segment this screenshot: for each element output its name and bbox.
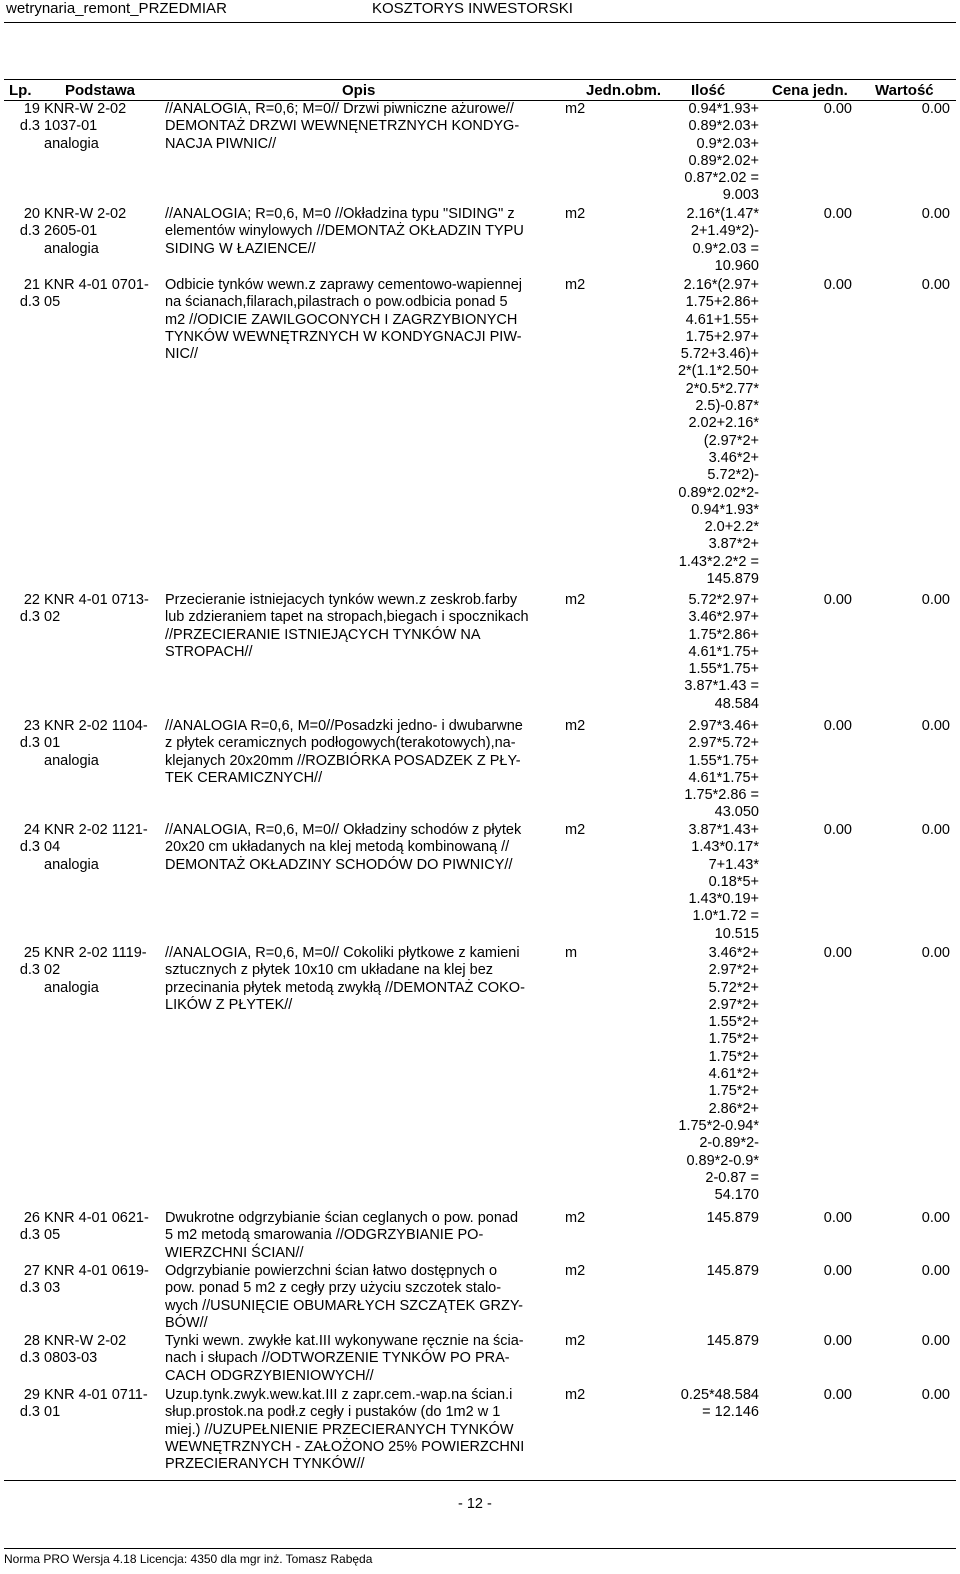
row-lp — [6, 1210, 40, 1245]
row-ilosc-line: 1.75*2+ — [708, 1031, 759, 1048]
row-ilosc-line: 9.003 — [722, 187, 759, 204]
row-opis — [165, 1210, 565, 1262]
row-cena: 0.00 — [823, 1263, 852, 1279]
footer-license: Norma PRO Wersja 4.18 Licencja: 4350 dla mgr inż. Tomasz Rabęda — [4, 1552, 373, 1566]
row-lp-line: 24 — [23, 822, 40, 838]
row-podstawa-line: analogia — [44, 979, 99, 996]
row-ilosc-line: 145.879 — [706, 1333, 759, 1349]
row-opis-line: m2 //ODICIE ZAWILGOCONYCH I ZAGRZYBIONYCH — [165, 311, 518, 328]
col-header-ilosc: Ilość — [691, 82, 726, 99]
row-opis-line: Uzup.tynk.zwyk.wew.kat.III z zapr.cem.-wap.na ścian.i — [165, 1387, 513, 1403]
row-opis — [165, 1333, 565, 1385]
row-ilosc-line: 145.879 — [706, 1210, 759, 1226]
row-ilosc-line: 10.960 — [714, 257, 759, 274]
row-podstawa-line: 0803-03 — [44, 1350, 98, 1367]
row-podstawa-line: analogia — [44, 135, 99, 152]
row-opis-line: //ANALOGIA, R=0,6; M=0// Drzwi piwniczne ażurowe// — [165, 101, 514, 117]
row-ilosc-line: 4.61*2+ — [708, 1066, 759, 1083]
row-opis — [165, 822, 565, 874]
row-jedn: m2 — [565, 206, 586, 222]
row-wartosc: 0.00 — [921, 1387, 950, 1403]
row-ilosc-line: 2.16*(2.97+ — [683, 277, 759, 293]
row-lp — [6, 206, 40, 241]
row-ilosc-line: 48.584 — [714, 695, 759, 712]
row-podstawa-line: KNR-W 2-02 — [44, 101, 127, 117]
row-ilosc-line: 3.46*2+ — [708, 945, 759, 961]
row-wartosc: 0.00 — [921, 277, 950, 293]
row-podstawa-line: 01 — [44, 1404, 61, 1421]
row-opis-line: sztucznych z płytek 10x10 cm układane na klej bez — [165, 962, 494, 979]
row-cena: 0.00 — [823, 101, 852, 117]
row-podstawa-line: 03 — [44, 1280, 61, 1297]
row-lp — [6, 1263, 40, 1298]
row-podstawa-line: KNR 2-02 1104- — [44, 718, 148, 734]
row-ilosc-line: 0.89*2.03+ — [688, 118, 759, 135]
row-lp — [6, 592, 40, 627]
row-ilosc-line: 1.55*1.75+ — [688, 661, 759, 678]
row-cena: 0.00 — [823, 822, 852, 838]
col-header-jedn: Jedn.obm. — [586, 82, 662, 99]
row-jedn: m — [565, 945, 578, 961]
row-ilosc-line: 54.170 — [714, 1187, 759, 1204]
row-opis-line: lub zdzieraniem tapet na stropach,biegach i spocznikach — [165, 609, 529, 626]
row-lp — [6, 1333, 40, 1368]
row-podstawa-line: KNR 4-01 0621- — [44, 1210, 149, 1226]
row-jedn: m2 — [565, 1333, 586, 1349]
row-ilosc-line: 7+1.43* — [708, 856, 759, 873]
row-ilosc-line: 2.5)-0.87* — [695, 398, 759, 415]
row-lp-line: 21 — [23, 277, 40, 293]
row-ilosc-line: 2-0.89*2- — [699, 1135, 759, 1152]
row-opis — [165, 277, 565, 363]
row-opis-line: TEK CERAMICZNYCH// — [165, 769, 323, 786]
row-lp-line: d.3 — [19, 735, 40, 752]
row-ilosc-line: 3.87*1.43 = — [684, 678, 759, 695]
row-ilosc-line: 1.75*2-0.94* — [678, 1117, 759, 1134]
row-podstawa — [44, 718, 162, 770]
row-ilosc-line: 2.97*2+ — [708, 962, 759, 979]
row-ilosc-line: 1.75*2.86+ — [688, 626, 759, 643]
header-document-type: KOSZTORYS INWESTORSKI — [372, 0, 573, 17]
row-opis-line: WEWNĘTRZNYCH - ZAŁOŻONO 25% POWIERZCHNI — [165, 1438, 525, 1455]
row-ilosc-line: = 12.146 — [702, 1404, 759, 1421]
row-ilosc-line: 1.43*0.17* — [691, 839, 759, 856]
row-podstawa-line: 02 — [44, 609, 61, 626]
row-ilosc-line: 5.72+3.46)+ — [680, 346, 759, 363]
row-lp-line: 29 — [23, 1387, 40, 1403]
row-ilosc-line: 3.46*2+ — [708, 449, 759, 466]
table-top-rule — [4, 79, 956, 80]
row-podstawa — [44, 1333, 162, 1368]
row-ilosc-line: 1.0*1.72 = — [692, 908, 759, 925]
row-lp-line: d.3 — [19, 1280, 40, 1297]
row-podstawa-line: analogia — [44, 856, 99, 873]
row-lp-line: d.3 — [19, 1227, 40, 1244]
row-ilosc-line: 1.75+2.86+ — [685, 294, 759, 311]
row-opis-line: //ANALOGIA R=0,6, M=0//Posadzki jedno- i dwubarwne — [165, 718, 523, 734]
row-podstawa-line: KNR-W 2-02 — [44, 1333, 127, 1349]
row-ilosc-line: 0.18*5+ — [708, 873, 759, 890]
row-ilosc-line: 2*(1.1*2.50+ — [677, 363, 759, 380]
row-opis — [165, 718, 565, 787]
row-podstawa-line: 02 — [44, 962, 61, 979]
row-ilosc-line: 0.94*1.93+ — [688, 101, 759, 117]
row-lp-line: d.3 — [19, 839, 40, 856]
row-ilosc-line: 2.86*2+ — [708, 1100, 759, 1117]
row-ilosc-line: 3.46*2.97+ — [688, 609, 759, 626]
row-ilosc-line: 1.75+2.97+ — [685, 328, 759, 345]
col-header-podstawa: Podstawa — [65, 82, 136, 99]
row-ilosc-line: 1.75*2+ — [708, 1048, 759, 1065]
row-wartosc: 0.00 — [921, 1263, 950, 1279]
row-podstawa — [44, 277, 162, 312]
row-cena: 0.00 — [823, 718, 852, 734]
row-wartosc: 0.00 — [921, 945, 950, 961]
row-podstawa-line: KNR-W 2-02 — [44, 206, 127, 222]
row-opis-line: przecinania płytek metodą zwykłą //DEMONTAŻ COKO- — [165, 979, 525, 996]
row-podstawa-line: KNR 4-01 0711- — [44, 1387, 148, 1403]
row-opis-line: klejanych 20x20mm //ROZBIÓRKA POSADZEK Z PŁY- — [165, 752, 521, 769]
row-lp-line: d.3 — [19, 962, 40, 979]
row-jedn: m2 — [565, 1210, 586, 1226]
row-ilosc-line: 1.55*2+ — [708, 1014, 759, 1031]
row-lp-line: 23 — [23, 718, 40, 734]
row-opis — [165, 206, 565, 258]
row-ilosc-line: 5.72*2)- — [707, 467, 759, 484]
row-podstawa-line: 05 — [44, 294, 61, 311]
row-ilosc-line: 2.97*5.72+ — [688, 735, 759, 752]
footer-rule — [4, 1548, 956, 1549]
row-opis-line: DEMONTAŻ DRZWI WEWNĘNETRZNYCH KONDYG- — [165, 118, 520, 135]
row-cena: 0.00 — [823, 277, 852, 293]
row-ilosc-line: 3.87*1.43+ — [688, 822, 759, 838]
row-lp-line: 26 — [23, 1210, 40, 1226]
row-ilosc-line: 2.97*2+ — [708, 996, 759, 1013]
row-lp — [6, 718, 40, 753]
row-ilosc-line: 2.16*(1.47* — [686, 206, 759, 222]
row-ilosc-line: 1.43*0.19+ — [688, 891, 759, 908]
row-podstawa — [44, 1210, 162, 1245]
row-wartosc: 0.00 — [921, 1210, 950, 1226]
row-ilosc — [610, 822, 759, 943]
row-podstawa — [44, 592, 162, 627]
row-jedn: m2 — [565, 718, 586, 734]
row-wartosc: 0.00 — [921, 206, 950, 222]
row-opis-line: pow. ponad 5 m2 z cegły przy użyciu szczotek stalo- — [165, 1280, 502, 1297]
row-ilosc-line: 2.0+2.2* — [704, 519, 759, 536]
page-number: - 12 - — [458, 1496, 492, 1512]
row-ilosc-line: 2.02+2.16* — [688, 415, 759, 432]
row-opis-line: Tynki wewn. zwykłe kat.III wykonywane ręcznie na ścia- — [165, 1333, 524, 1349]
row-ilosc-line: 0.87*2.02 = — [684, 170, 759, 187]
row-opis-line: DEMONTAŻ OKŁADZINY SCHODÓW DO PIWNICY// — [165, 856, 513, 873]
row-opis-line: Przecieranie istniejacych tynków wewn.z zeskrob.farby — [165, 592, 518, 608]
col-header-wartosc: Wartość — [875, 82, 934, 99]
row-lp — [6, 945, 40, 980]
row-wartosc: 0.00 — [921, 822, 950, 838]
row-lp-line: d.3 — [19, 609, 40, 626]
row-cena: 0.00 — [823, 592, 852, 608]
row-opis-line: Odgrzybianie powierzchni ścian łatwo dostępnych o — [165, 1263, 498, 1279]
row-lp — [6, 101, 40, 136]
col-header-lp: Lp. — [9, 82, 32, 99]
row-ilosc — [610, 101, 759, 205]
row-jedn: m2 — [565, 101, 586, 117]
row-opis-line: 20x20 cm układanych na klej metodą kombinowaną // — [165, 839, 510, 856]
row-wartosc: 0.00 — [921, 101, 950, 117]
row-ilosc — [610, 206, 759, 275]
row-lp-line: d.3 — [19, 223, 40, 240]
row-wartosc: 0.00 — [921, 592, 950, 608]
row-ilosc-line: 145.879 — [706, 571, 759, 588]
row-podstawa-line: 01 — [44, 735, 61, 752]
row-lp-line: 25 — [23, 945, 40, 961]
row-opis-line: //ANALOGIA; R=0,6, M=0 //Okładzina typu "SIDING" z — [165, 206, 515, 222]
row-opis-line: LIKÓW Z PŁYTEK// — [165, 996, 293, 1013]
row-opis-line: 5 m2 metodą smarowania //ODGRZYBIANIE PO- — [165, 1227, 484, 1244]
row-ilosc-line: 2-0.87 = — [705, 1169, 759, 1186]
row-ilosc-line: 0.89*2-0.9* — [686, 1152, 759, 1169]
row-wartosc: 0.00 — [921, 1333, 950, 1349]
row-podstawa — [44, 206, 162, 258]
row-jedn: m2 — [565, 1263, 586, 1279]
header-project-name: wetrynaria_remont_PRZEDMIAR — [6, 0, 227, 17]
row-opis-line: słup.prostok.na podł.z cegły i pustaków (do 1m2 w 1 — [165, 1404, 501, 1421]
row-podstawa-line: 05 — [44, 1227, 61, 1244]
row-podstawa — [44, 1263, 162, 1298]
row-ilosc-line: 0.25*48.584 — [680, 1387, 759, 1403]
row-ilosc — [610, 1210, 759, 1227]
row-ilosc — [610, 1387, 759, 1422]
row-podstawa-line: KNR 4-01 0713- — [44, 592, 149, 608]
row-ilosc-line: 2*0.5*2.77* — [685, 380, 759, 397]
row-opis — [165, 945, 565, 1014]
row-ilosc — [610, 718, 759, 822]
row-ilosc-line: 4.61*1.75+ — [688, 643, 759, 660]
row-ilosc-line: 5.72*2.97+ — [688, 592, 759, 608]
row-podstawa-line: analogia — [44, 240, 99, 257]
row-ilosc-line: 4.61+1.55+ — [685, 311, 759, 328]
row-lp-line: 20 — [23, 206, 40, 222]
row-ilosc-line: 0.89*2.02*2- — [678, 484, 759, 501]
row-ilosc — [610, 945, 759, 1204]
row-opis-line: CACH ODGRZYBIENIOWYCH// — [165, 1367, 374, 1384]
row-ilosc — [610, 1263, 759, 1280]
row-ilosc-line: 0.89*2.02+ — [688, 152, 759, 169]
row-opis-line: elementów winylowych //DEMONTAŻ OKŁADZIN TYPU — [165, 223, 524, 240]
row-ilosc-line: 2+1.49*2)- — [690, 223, 759, 240]
row-cena: 0.00 — [823, 206, 852, 222]
row-ilosc-line: 1.75*2.86 = — [684, 787, 759, 804]
row-lp-line: d.3 — [19, 294, 40, 311]
row-ilosc-line: 1.55*1.75+ — [688, 752, 759, 769]
row-podstawa-line: analogia — [44, 752, 99, 769]
row-opis-line: NACJA PIWNIC// — [165, 135, 277, 152]
row-podstawa — [44, 1387, 162, 1422]
row-ilosc-line: (2.97*2+ — [703, 432, 759, 449]
row-podstawa-line: 04 — [44, 839, 61, 856]
col-header-opis: Opis — [342, 82, 376, 99]
row-lp-line: 22 — [23, 592, 40, 608]
row-podstawa-line: KNR 4-01 0619- — [44, 1263, 149, 1279]
row-cena: 0.00 — [823, 945, 852, 961]
row-jedn: m2 — [565, 1387, 586, 1403]
row-opis-line: SIDING W ŁAZIENCE// — [165, 240, 316, 257]
header-rule — [4, 22, 956, 23]
row-podstawa-line: KNR 2-02 1119- — [44, 945, 147, 961]
row-opis — [165, 592, 565, 661]
row-ilosc-line: 0.9*2.03+ — [696, 135, 759, 152]
row-ilosc-line: 1.75*2+ — [708, 1083, 759, 1100]
col-header-cena: Cena jedn. — [772, 82, 848, 99]
row-opis-line: nach i słupach //ODTWORZENIE TYNKÓW PO PRA- — [165, 1350, 510, 1367]
row-lp-line: d.3 — [19, 1350, 40, 1367]
row-opis-line: miej.) //UZUPEŁNIENIE PRZECIERANYCH TYNKÓW — [165, 1421, 514, 1438]
row-lp-line: d.3 — [19, 118, 40, 135]
row-wartosc: 0.00 — [921, 718, 950, 734]
row-podstawa-line: KNR 2-02 1121- — [44, 822, 148, 838]
row-lp-line: 27 — [23, 1263, 40, 1279]
table-bottom-rule — [4, 1480, 956, 1481]
row-ilosc-line: 0.94*1.93* — [691, 501, 759, 518]
row-ilosc — [610, 592, 759, 713]
row-opis-line: //PRZECIERANIE ISTNIEJĄCYCH TYNKÓW NA — [165, 626, 481, 643]
row-lp-line: 19 — [23, 101, 40, 117]
row-ilosc-line: 3.87*2+ — [708, 536, 759, 553]
row-opis — [165, 101, 565, 153]
row-opis-line: NIC// — [165, 346, 199, 363]
row-opis-line: STROPACH// — [165, 643, 253, 660]
row-opis-line: BÓW// — [165, 1314, 208, 1331]
row-lp — [6, 277, 40, 312]
row-ilosc — [610, 277, 759, 588]
row-ilosc-line: 4.61*1.75+ — [688, 769, 759, 786]
row-cena: 0.00 — [823, 1210, 852, 1226]
row-podstawa-line: 1037-01 — [44, 118, 98, 135]
row-podstawa-line: 2605-01 — [44, 223, 98, 240]
row-ilosc-line: 43.050 — [714, 804, 759, 821]
row-ilosc-line: 10.515 — [714, 925, 759, 942]
row-ilosc-line: 0.9*2.03 = — [692, 240, 759, 257]
row-ilosc — [610, 1333, 759, 1350]
row-opis-line: na ścianach,filarach,pilastrach o pow.odbicia ponad 5 — [165, 294, 508, 311]
row-opis-line: wych //USUNIĘCIE OBUMARŁYCH SZCZĄTEK GRZY- — [165, 1297, 523, 1314]
row-jedn: m2 — [565, 277, 586, 293]
row-opis-line: Odbicie tynków wewn.z zaprawy cementowo-wapiennej — [165, 277, 523, 293]
page-header — [0, 0, 960, 22]
row-podstawa — [44, 822, 162, 874]
row-ilosc-line: 5.72*2+ — [708, 979, 759, 996]
row-lp — [6, 822, 40, 857]
row-opis-line: //ANALOGIA, R=0,6, M=0// Okładziny schodów z płytek — [165, 822, 522, 838]
row-opis-line: TYNKÓW WEWNĘTRZNYCH W KONDYGNACJI PIW- — [165, 328, 522, 345]
row-opis-line: //ANALOGIA, R=0,6, M=0// Cokoliki płytkowe z kamieni — [165, 945, 520, 961]
row-cena: 0.00 — [823, 1333, 852, 1349]
row-ilosc-line: 1.43*2.2*2 = — [678, 553, 759, 570]
row-cena: 0.00 — [823, 1387, 852, 1403]
row-lp-line: d.3 — [19, 1404, 40, 1421]
row-opis — [165, 1387, 565, 1473]
row-jedn: m2 — [565, 822, 586, 838]
row-podstawa-line: KNR 4-01 0701- — [44, 277, 149, 293]
row-opis-line: WIERZCHNI ŚCIAN// — [165, 1244, 304, 1261]
row-lp-line: 28 — [23, 1333, 40, 1349]
row-ilosc-line: 2.97*3.46+ — [688, 718, 759, 734]
row-opis-line: z płytek ceramicznych podłogowych(terakotowych),na- — [165, 735, 516, 752]
row-podstawa — [44, 101, 162, 153]
row-opis-line: Dwukrotne odgrzybianie ścian ceglanych o pow. ponad — [165, 1210, 519, 1226]
row-opis-line: PRZECIERANYCH TYNKÓW// — [165, 1456, 365, 1473]
row-ilosc-line: 145.879 — [706, 1263, 759, 1279]
row-podstawa — [44, 945, 162, 997]
row-lp — [6, 1387, 40, 1422]
row-jedn: m2 — [565, 592, 586, 608]
row-opis — [165, 1263, 565, 1332]
